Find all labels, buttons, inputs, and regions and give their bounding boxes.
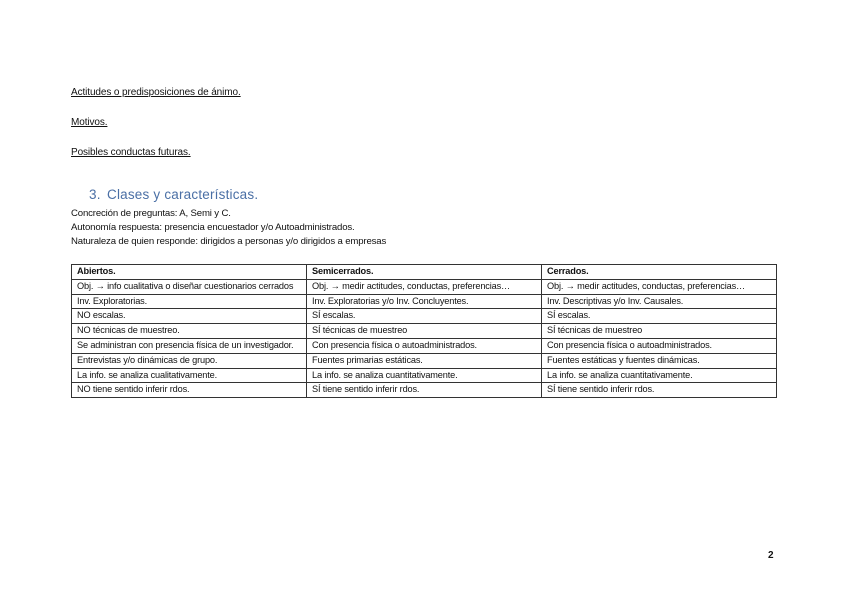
table-cell: Con presencia física o autoadministrados. xyxy=(307,338,542,353)
header-abiertos: Abiertos. xyxy=(72,265,307,280)
header-cerrados: Cerrados. xyxy=(542,265,777,280)
table-cell: SÍ técnicas de muestreo xyxy=(307,324,542,339)
header-semicerrados: Semicerrados. xyxy=(307,265,542,280)
table-cell: NO técnicas de muestreo. xyxy=(72,324,307,339)
table-header-row xyxy=(72,265,777,280)
table-cell: Inv. Descriptivas y/o Inv. Causales. xyxy=(542,294,777,309)
table-row xyxy=(72,353,777,368)
table-cell: NO tiene sentido inferir rdos. xyxy=(72,383,307,398)
paragraph-autonomia: Autonomía respuesta: presencia encuestador y/o Autoadministrados. xyxy=(71,222,355,233)
paragraph-concrecion: Concreción de preguntas: A, Semi y C. xyxy=(71,208,231,219)
table-row xyxy=(72,383,777,398)
table-cell: NO escalas. xyxy=(72,309,307,324)
page-number: 2 xyxy=(768,550,774,561)
item-motivos: Motivos. xyxy=(71,117,108,128)
table-cell: Se administran con presencia física de un investigador. xyxy=(72,338,307,353)
table-row xyxy=(72,338,777,353)
table-cell: SÍ técnicas de muestreo xyxy=(542,324,777,339)
table-cell: SÍ tiene sentido inferir rdos. xyxy=(307,383,542,398)
table-cell: SÍ tiene sentido inferir rdos. xyxy=(542,383,777,398)
table-cell: Inv. Exploratorias y/o Inv. Concluyentes. xyxy=(307,294,542,309)
table-cell: Inv. Exploratorias. xyxy=(72,294,307,309)
table-cell: Con presencia física o autoadministrados. xyxy=(542,338,777,353)
item-actitudes: Actitudes o predisposiciones de ánimo. xyxy=(71,87,241,98)
paragraph-naturaleza: Naturaleza de quien responde: dirigidos a personas y/o dirigidos a empresas xyxy=(71,236,387,247)
section-title: Clases y características. xyxy=(107,187,259,202)
table-row xyxy=(72,309,777,324)
table-row xyxy=(72,279,777,294)
table-cell: La info. se analiza cuantitativamente. xyxy=(542,368,777,383)
table-row xyxy=(72,294,777,309)
table-cell: Obj. → medir actitudes, conductas, preferencias… xyxy=(307,279,542,294)
table-cell: La info. se analiza cuantitativamente. xyxy=(307,368,542,383)
section-number: 3. xyxy=(89,187,101,202)
table-row xyxy=(72,368,777,383)
item-conductas-futuras: Posibles conductas futuras. xyxy=(71,147,191,158)
table-cell: La info. se analiza cualitativamente. xyxy=(72,368,307,383)
table-cell: Obj. → info cualitativa o diseñar cuestionarios cerrados xyxy=(72,279,307,294)
table-cell: Fuentes estáticas y fuentes dinámicas. xyxy=(542,353,777,368)
table-cell: SÍ escalas. xyxy=(307,309,542,324)
table-row xyxy=(72,324,777,339)
table-cell: SÍ escalas. xyxy=(542,309,777,324)
section-heading xyxy=(89,187,258,202)
table-cell: Obj. → medir actitudes, conductas, preferencias… xyxy=(542,279,777,294)
table-cell: Fuentes primarias estáticas. xyxy=(307,353,542,368)
table-cell: Entrevistas y/o dinámicas de grupo. xyxy=(72,353,307,368)
comparison-table xyxy=(71,264,777,398)
